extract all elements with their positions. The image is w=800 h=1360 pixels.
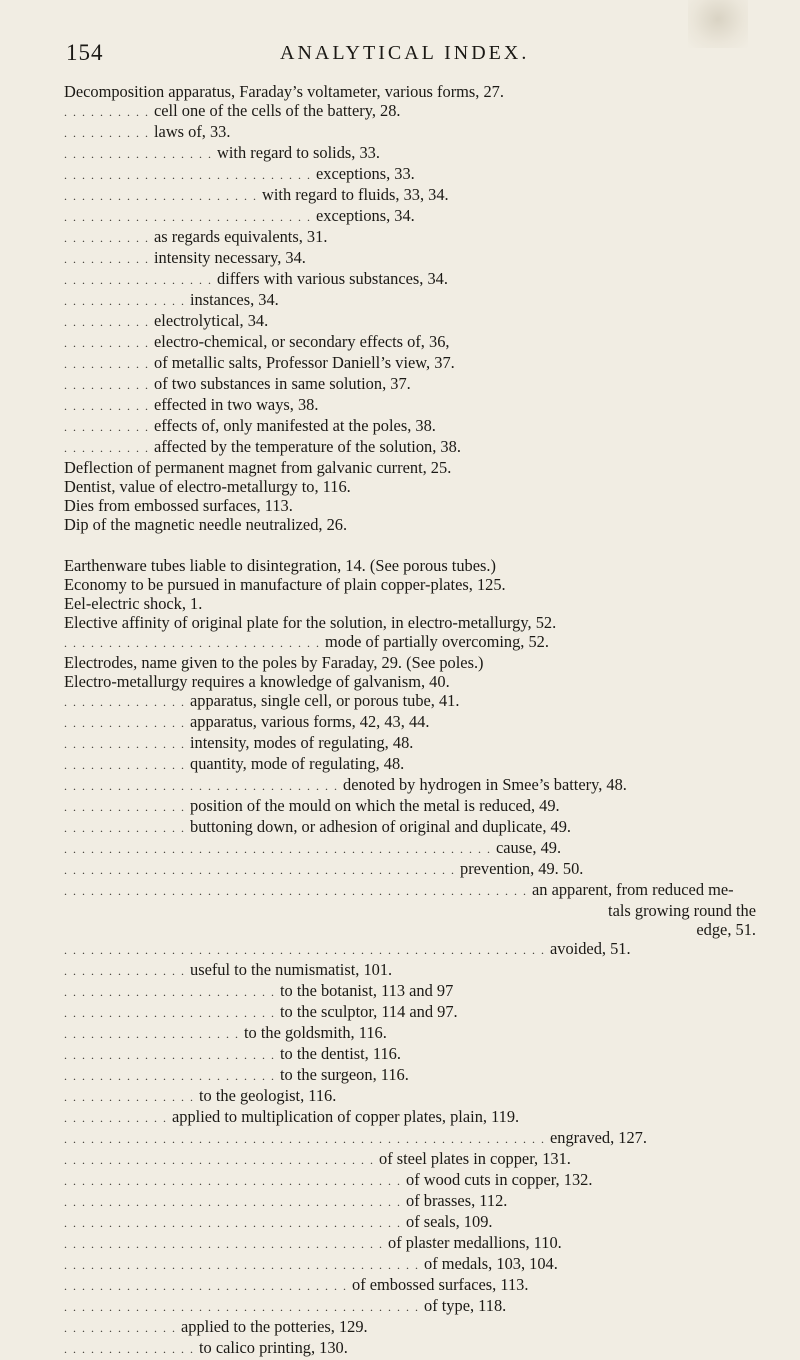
leader-dots: . . . . . . . . . .: [64, 315, 154, 329]
leader-dots: . . . . . . . . . .: [64, 420, 154, 434]
index-subentry: . . . . . . . . . . . . . . . . . . . . . . . . to the surgeon, 116.: [64, 1065, 409, 1084]
leader-dots: . . . . . . . . . . . . . . . . . . . . . . . . . . . . . . . . . . . .: [64, 1237, 388, 1251]
leader-dots: . . . . . . . . . .: [64, 126, 154, 140]
leader-dots: . . . . . . . . . . . . . .: [64, 716, 190, 730]
index-subentry: . . . . . . . . . . as regards equivalents, 31.: [64, 227, 328, 246]
page-header: [60, 40, 760, 80]
index-subentry: . . . . . . . . . . . . . . . . . . . . . . . . . . . . exceptions, 34.: [64, 206, 415, 225]
index-entry: Dies from embossed surfaces, 113.: [64, 496, 293, 515]
leader-dots: . . . . . . . . . . . . . .: [64, 695, 190, 709]
leader-dots: . . . . . . . . . . . . . . . . . . . . . . . .: [64, 1006, 280, 1020]
index-subentry: . . . . . . . . . . . . . . . . . . . . . . . . . . . . . . . . . . . . . . . . of type, 118.: [64, 1296, 507, 1315]
leader-dots: . . . . . . . . . . . . . . . . . . . . . . . . . . . . . . . . . . . . . .: [64, 1195, 406, 1209]
index-subentry: . . . . . . . . . . . . . . . . . . . . . . . . . . . . . . . . . . . . . . . . . . . . prevention, 49. 50.: [64, 859, 584, 878]
leader-dots: . . . . . . . . . . . . . . .: [64, 1342, 199, 1356]
leader-dots: . . . . . . . . . . . . . . . . . . . . . . . . . . . . . . .: [64, 779, 343, 793]
index-subentry: . . . . . . . . . . . . . . . . . . . . . . . . . . . . . . . . . . . . . . . . . . . . . . . . . . . . . . engraved, 127.: [64, 1128, 647, 1147]
continuation-line: edge, 51.: [696, 920, 756, 939]
index-subentry: . . . . . . . . . . . . . . instances, 34.: [64, 290, 279, 309]
leader-dots: . . . . . . . . . . . . . . . . . . . . . . . . . . . .: [64, 168, 316, 182]
index-subentry: . . . . . . . . . . . . . . buttoning down, or adhesion of original and duplicate, 49.: [64, 817, 572, 836]
index-entry: Earthenware tubes liable to disintegration, 14. (See porous tubes.): [64, 556, 496, 575]
index-subentry: . . . . . . . . . . . . . . . . . . . . to the goldsmith, 116.: [64, 1023, 387, 1042]
index-subentry: . . . . . . . . . . . . . . . . . . . . . . . . . . . . . . . . of embossed surfaces, 113.: [64, 1275, 529, 1294]
leader-dots: . . . . . . . . . . . . . . . . .: [64, 147, 217, 161]
index-subentry: . . . . . . . . . . effected in two ways, 38.: [64, 395, 319, 414]
index-subentry: . . . . . . . . . . . . . . useful to the numismatist, 101.: [64, 960, 393, 979]
leader-dots: . . . . . . . . . . . . . . . . . . . . . . . . . . . . . . . . . . . . . . . . . . . .: [64, 863, 460, 877]
leader-dots: . . . . . . . . . .: [64, 399, 154, 413]
index-entry: Elective affinity of original plate for the solution, in electro-metallurgy, 52.: [64, 613, 557, 632]
decomposition-subentries: [64, 101, 764, 458]
leader-dots: . . . . . . . . . . . . . . . . . . . . . . . . . . . . . . . . . . . . . .: [64, 1216, 406, 1230]
leader-dots: . . . . . . . . . . . . . . . . . . . . . . . . . . . . . . . . . . . . . .: [64, 1174, 406, 1188]
index-subentry: . . . . . . . . . . . . . . . . . differs with various substances, 34.: [64, 269, 448, 288]
index-subentry: . . . . . . . . . . . . . . . . . . . . . . with regard to fluids, 33, 34.: [64, 185, 449, 204]
leader-dots: . . . . . . . . . .: [64, 252, 154, 266]
index-subentry: . . . . . . . . . . affected by the temperature of the solution, 38.: [64, 437, 461, 456]
leader-dots: . . . . . . . . . . . . .: [64, 1321, 181, 1335]
index-subentry: . . . . . . . . . . of two substances in same solution, 37.: [64, 374, 411, 393]
index-subentry: . . . . . . . . . . . . . . . . . . . . . . . . to the sculptor, 114 and 97.: [64, 1002, 458, 1021]
leader-dots: . . . . . . . . . .: [64, 105, 154, 119]
index-subentry: . . . . . . . . . . . . . . . . . . . . . . . . . . . . . . . . . . . of steel plates in copper, 131.: [64, 1149, 571, 1168]
continuation-line: tals growing round the: [608, 901, 756, 920]
index-subentry: . . . . . . . . . . . . . . . . . . . . . . . . . . . . . . . . . . . . . . of seals, 109.: [64, 1212, 493, 1231]
leader-dots: . . . . . . . . . . . . . .: [64, 737, 190, 751]
index-subentry: . . . . . . . . . . . . . . . . . . . . . . . . . . . . . . . . . . . . . . . . of medals, 103, 104.: [64, 1254, 558, 1273]
page-number: 154: [66, 40, 104, 65]
index-subentry: . . . . . . . . . . . . . . . . . . . . . . . . . . . . . . . . . . . . . . of wood cuts in copper, 132.: [64, 1170, 593, 1189]
index-entry: Deflection of permanent magnet from galvanic current, 25.: [64, 458, 452, 477]
index-subentry: . . . . . . . . . . cell one of the cells of the battery, 28.: [64, 101, 401, 120]
leader-dots: . . . . . . . . . . . .: [64, 1111, 172, 1125]
index-subentry: . . . . . . . . . . of metallic salts, Professor Daniell’s view, 37.: [64, 353, 455, 372]
index-subentry: . . . . . . . . . . . . . . . . . . . . . . . . . . . . . . . . . . . . of plaster medallions, 110.: [64, 1233, 562, 1252]
leader-dots: . . . . . . . . . . . . . . . . . . . . . . . .: [64, 1048, 280, 1062]
index-subentry: . . . . . . . . . . . . . . . to calico printing, 130.: [64, 1338, 348, 1357]
leader-dots: . . . . . . . . . . . . . . . . . . . . . . . . . . . . . . . . . . . . . . . .: [64, 1300, 424, 1314]
leader-dots: . . . . . . . . . .: [64, 357, 154, 371]
leader-dots: . . . . . . . . . . . . . .: [64, 294, 190, 308]
index-entry-decomposition: Decomposition apparatus, Faraday’s voltameter, various forms, 27.: [64, 82, 504, 101]
leader-dots: . . . . . . . . . .: [64, 441, 154, 455]
index-subentry: . . . . . . . . . . . . . . . . . . . . . . . . . . . . . mode of partially overcoming, 52.: [64, 632, 549, 651]
index-subentry: . . . . . . . . . . . . . . quantity, mode of regulating, 48.: [64, 754, 405, 773]
index-subentry: . . . . . . . . . . laws of, 33.: [64, 122, 231, 141]
index-entry: Economy to be pursued in manufacture of plain copper-plates, 125.: [64, 575, 506, 594]
index-subentry: . . . . . . . . . . . . applied to multiplication of copper plates, plain, 119.: [64, 1107, 520, 1126]
index-subentry: . . . . . . . . . . . . . . position of the mould on which the metal is reduced, 49.: [64, 796, 560, 815]
leader-dots: . . . . . . . . . . . . . . . . . . . .: [64, 1027, 244, 1041]
leader-dots: . . . . . . . . . . . . . .: [64, 964, 190, 978]
index-subentry: . . . . . . . . . . electrolytical, 34.: [64, 311, 269, 330]
leader-dots: . . . . . . . . . . . . . . . . . . . . . . . . . . . . . . . . . . . . . . . . . . . . . . . .: [64, 842, 496, 856]
leader-dots: . . . . . . . . . . . . . . . . . . . . . . . .: [64, 985, 280, 999]
leader-dots: . . . . . . . . . . . . . . .: [64, 1090, 199, 1104]
index-subentry: . . . . . . . . . . . . . . . . . . . . . . . . . . . . . . . . . . . . . . of brasses, 112.: [64, 1191, 508, 1210]
index-entry-electrodes: Electrodes, name given to the poles by Faraday, 29. (See poles.): [64, 653, 484, 672]
leader-dots: . . . . . . . . . . . . . . . . . . . . . . . . . . . . . . . . . . . . . . . . . . . . . . . . . . . .: [64, 884, 532, 898]
leader-dots: . . . . . . . . . . . . . .: [64, 758, 190, 772]
leader-dots: . . . . . . . . . . . . . . . . . . . . . . . . . . . . . . . . . . . . . . . . . . . . . . . . . . . . . .: [64, 943, 550, 957]
running-title: ANALYTICAL INDEX.: [280, 42, 530, 64]
index-subentry: . . . . . . . . . . . . . . . . . . . . . . . . to the botanist, 113 and 97: [64, 981, 454, 1000]
index-subentry: . . . . . . . . . . . . . . . . . . . . . . . . . . . . . . . . . . . . . . . . . . . . . . . . . . . . an apparent, from reduced me-: [64, 880, 734, 899]
index-subentry: . . . . . . . . . . . . . . intensity, modes of regulating, 48.: [64, 733, 414, 752]
index-entry-electro-metallurgy: Electro-metallurgy requires a knowledge of galvanism, 40.: [64, 672, 450, 691]
leader-dots: . . . . . . . . . . . . . . . . .: [64, 273, 217, 287]
index-subentry: . . . . . . . . . . . . . . . to the geologist, 116.: [64, 1086, 337, 1105]
leader-dots: . . . . . . . . . . . . . . . . . . . . . . . . . . . . .: [64, 636, 325, 650]
leader-dots: . . . . . . . . . . . . . . . . . . . . . . . . . . . . . . . . . . . . . . . . . . . . . . . . . . . . . .: [64, 1132, 550, 1146]
electro-metallurgy-subentries-2: [64, 939, 764, 1359]
index-subentry: . . . . . . . . . . . . . . apparatus, various forms, 42, 43, 44.: [64, 712, 430, 731]
leader-dots: . . . . . . . . . . . . . . . . . . . . . . . . . . . . . . . . . . . . . . . .: [64, 1258, 424, 1272]
electro-metallurgy-subentries: [64, 691, 764, 901]
index-subentry: . . . . . . . . . . . . . . . . . with regard to solids, 33.: [64, 143, 380, 162]
index-subentry: . . . . . . . . . . . . . . . . . . . . . . . . . . . . . . . . . . . . . . . . . . . . . . . . cause, 49.: [64, 838, 562, 857]
index-subentry: . . . . . . . . . . electro-chemical, or secondary effects of, 36,: [64, 332, 450, 351]
leader-dots: . . . . . . . . . . . . . .: [64, 800, 190, 814]
leader-dots: . . . . . . . . . . . . . . . . . . . . . .: [64, 189, 262, 203]
index-body: [64, 82, 764, 1359]
leader-dots: . . . . . . . . . .: [64, 336, 154, 350]
leader-dots: . . . . . . . . . . . . . . . . . . . . . . . . . . . . . . . .: [64, 1279, 352, 1293]
index-subentry: . . . . . . . . . . . . . . . . . . . . . . . . to the dentist, 116.: [64, 1044, 401, 1063]
leader-dots: . . . . . . . . . .: [64, 231, 154, 245]
index-subentry: . . . . . . . . . . . . . . . . . . . . . . . . . . . . exceptions, 33.: [64, 164, 415, 183]
index-entry: Eel-electric shock, 1.: [64, 594, 203, 613]
index-subentry: . . . . . . . . . . . . . . . . . . . . . . . . . . . . . . . . . . . . . . . . . . . . . . . . . . . . . . avoided, 51.: [64, 939, 631, 958]
index-entry: Dentist, value of electro-metallurgy to, 116.: [64, 477, 351, 496]
leader-dots: . . . . . . . . . . . . . .: [64, 821, 190, 835]
index-subentry: . . . . . . . . . . intensity necessary, 34.: [64, 248, 306, 267]
leader-dots: . . . . . . . . . . . . . . . . . . . . . . . . . . . . . . . . . . .: [64, 1153, 379, 1167]
index-subentry: . . . . . . . . . . . . . . apparatus, single cell, or porous tube, 41.: [64, 691, 460, 710]
leader-dots: . . . . . . . . . . . . . . . . . . . . . . . .: [64, 1069, 280, 1083]
index-subentry: . . . . . . . . . . effects of, only manifested at the poles, 38.: [64, 416, 436, 435]
leader-dots: . . . . . . . . . .: [64, 378, 154, 392]
index-subentry: . . . . . . . . . . . . . applied to the potteries, 129.: [64, 1317, 368, 1336]
index-subentry: . . . . . . . . . . . . . . . . . . . . . . . . . . . . . . . denoted by hydrogen in Smee’s battery, 48.: [64, 775, 627, 794]
index-entry: Dip of the magnetic needle neutralized, 26.: [64, 515, 348, 534]
leader-dots: . . . . . . . . . . . . . . . . . . . . . . . . . . . .: [64, 210, 316, 224]
